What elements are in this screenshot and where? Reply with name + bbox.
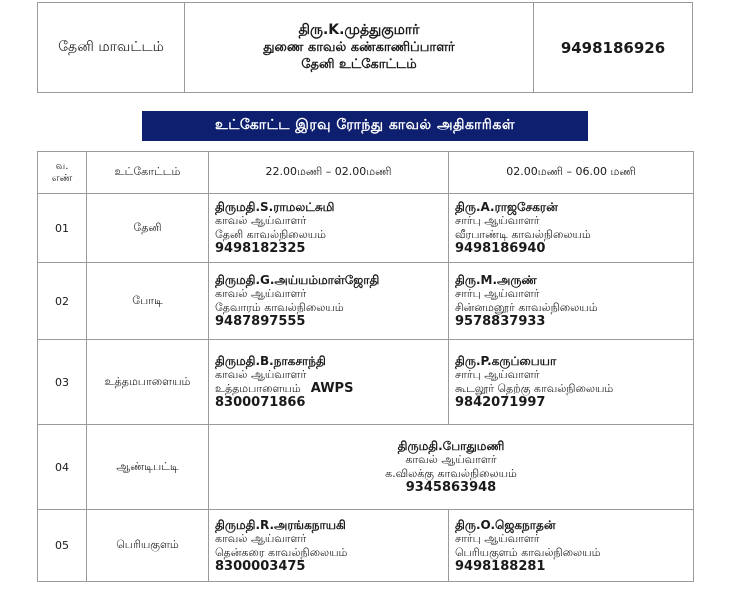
- officer-station: க.விலக்கு காவல்நிலையம்: [385, 467, 517, 480]
- officer-rank: காவல் ஆய்வாளர்: [215, 287, 307, 300]
- header-subdivision: உட்கோட்டம்: [87, 152, 209, 194]
- officer-name: திரு.A.ராஜசேகரன்: [455, 200, 558, 214]
- patrol-table: [37, 151, 694, 582]
- officer-phone: 9487897555: [215, 314, 306, 329]
- officer-rank: சார்பு ஆய்வாளர்: [455, 368, 540, 381]
- banner-title: உட்கோட்ட இரவு ரோந்து காவல் அதிகாரிகள்: [142, 111, 588, 141]
- table-row: [38, 194, 694, 263]
- header-shift2: 02.00மணி – 06.00 மணி: [449, 152, 694, 194]
- header-table: [37, 2, 693, 93]
- officer-rank: காவல் ஆய்வாளர்: [405, 453, 497, 466]
- officer-station: தேனி காவல்நிலையம்: [215, 228, 327, 241]
- table-row: [38, 340, 694, 425]
- officer-station: பெரியகுளம் காவல்நிலையம்: [455, 545, 601, 559]
- officer-phone: 9345863948: [405, 480, 497, 495]
- officer-station-line: [215, 382, 448, 396]
- officer-station: கூடலூர் தெற்கு காவல்நிலையம்: [455, 382, 614, 395]
- shift2-officer: [449, 263, 694, 340]
- officer-phone: 8300071866: [215, 395, 306, 410]
- officer-name: திரு.P.கருப்பையா: [455, 354, 557, 368]
- officer-phone: 8300003475: [215, 558, 306, 574]
- shift2-officer: [449, 510, 694, 582]
- officer-name: திருமதி.G.அய்யம்மாள்ஜோதி: [215, 273, 380, 287]
- station-tag: AWPS: [310, 381, 354, 396]
- header-serial: வ. எண்: [38, 152, 87, 194]
- table-row: [38, 263, 694, 340]
- row-subdivision: தேனி: [87, 194, 209, 263]
- shift2-officer: [449, 194, 694, 263]
- officer-name: திரு.M.அருண்: [455, 273, 537, 287]
- header-shift1: 22.00மணி – 02.00மணி: [209, 152, 449, 194]
- officer-rank: காவல் ஆய்வாளர்: [215, 531, 307, 545]
- table-header-row: [38, 152, 694, 194]
- shift1-officer: [209, 194, 449, 263]
- officer-station: தேவாரம் காவல்நிலையம்: [215, 301, 344, 314]
- table-row: [38, 510, 694, 582]
- shift1-officer: [209, 263, 449, 340]
- officer-title: துணை காவல் கண்காணிப்பாளர்: [263, 40, 455, 55]
- officer-rank: சார்பு ஆய்வாளர்: [455, 531, 540, 545]
- officer-phone: 9498188281: [455, 558, 546, 574]
- merged-officer: [209, 425, 694, 510]
- shift2-officer: [449, 340, 694, 425]
- officer-name: திருமதி.போதுமணி: [397, 439, 505, 453]
- row-subdivision: உத்தமபாளையம்: [87, 340, 209, 425]
- officer-name: திருமதி.S.ராமலட்சுமி: [215, 200, 335, 214]
- officer-phone: 9498186940: [455, 241, 546, 256]
- officer-name: திருமதி.R.அரங்கநாயகி: [215, 517, 346, 532]
- officer-rank: சார்பு ஆய்வாளர்: [455, 287, 540, 300]
- officer-name: திரு.O.ஜெகநாதன்: [455, 517, 556, 532]
- officer-phone: 9498186926: [534, 3, 693, 93]
- officer-station: உத்தமபாளையம்: [215, 382, 301, 395]
- row-number: 01: [38, 194, 87, 263]
- shift1-officer: [209, 340, 449, 425]
- officer-name: திரு.K.முத்துகுமார்: [298, 22, 420, 38]
- row-subdivision: ஆண்டிபட்டி: [87, 425, 209, 510]
- row-number: 03: [38, 340, 87, 425]
- officer-rank: காவல் ஆய்வாளர்: [215, 368, 307, 381]
- officer-subdivision: தேனி உட்கோட்டம்: [301, 57, 417, 72]
- officer-name: திருமதி.B.நாகசாந்தி: [215, 354, 326, 368]
- table-row: [38, 425, 694, 510]
- officer-station: தென்கரை காவல்நிலையம்: [215, 545, 348, 559]
- officer-station: வீரபாண்டி காவல்நிலையம்: [455, 228, 591, 241]
- officer-phone: 9578837933: [455, 314, 546, 329]
- row-subdivision: பெரியகுளம்: [87, 510, 209, 582]
- officer-phone: 9498182325: [215, 241, 306, 256]
- row-subdivision: போடி: [87, 263, 209, 340]
- row-number: 04: [38, 425, 87, 510]
- shift1-officer: [209, 510, 449, 582]
- officer-phone: 9842071997: [455, 395, 546, 410]
- officer-rank: சார்பு ஆய்வாளர்: [455, 214, 540, 227]
- officer-station: சின்னமனூர் காவல்நிலையம்: [455, 301, 598, 314]
- officer-block: [185, 3, 534, 93]
- row-number: 05: [38, 510, 87, 582]
- district-name: தேனி மாவட்டம்: [38, 3, 185, 93]
- row-number: 02: [38, 263, 87, 340]
- officer-rank: காவல் ஆய்வாளர்: [215, 214, 307, 227]
